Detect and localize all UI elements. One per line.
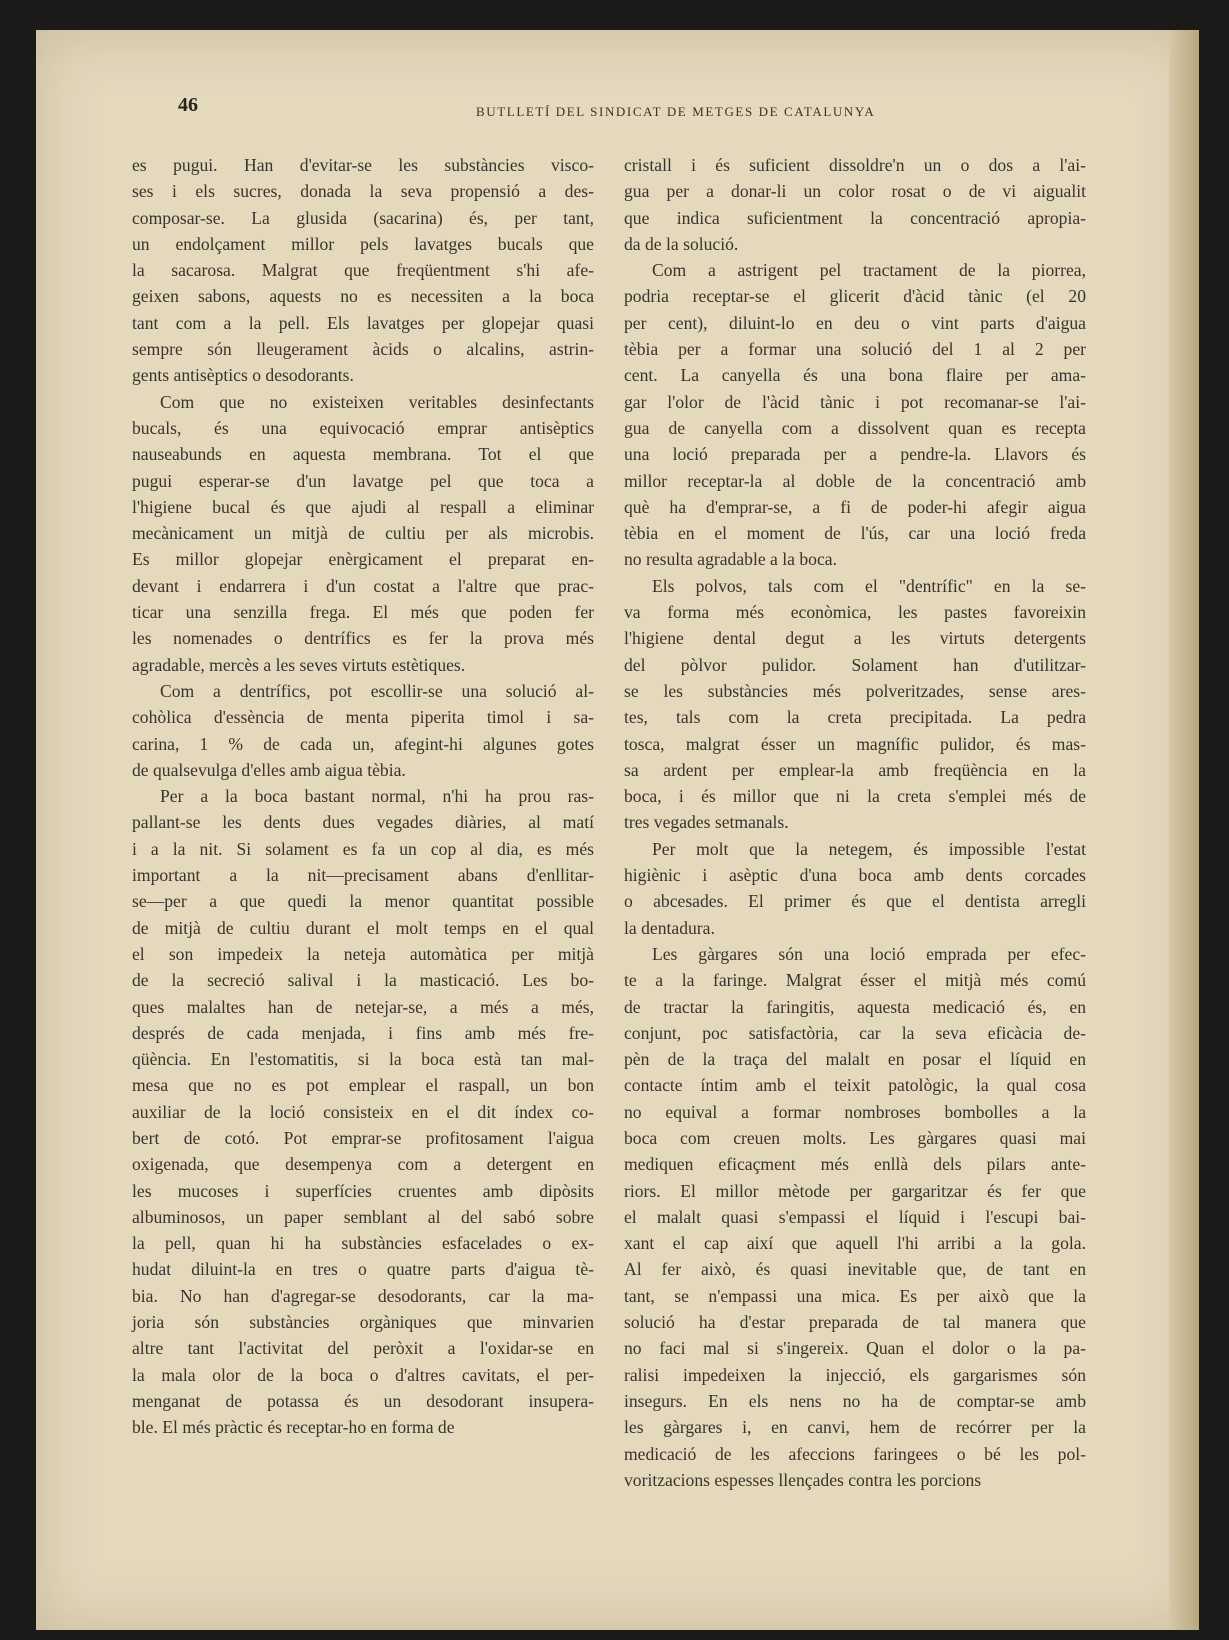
text-line: de qualsevulga d'elles amb aigua tèbia. [132, 759, 406, 780]
text-line: el malalt quasi s'empassi el líquid i l'escupi bai- [624, 1206, 1086, 1227]
text-line: pugui esperar-se d'un lavatge pel que toca a [132, 470, 594, 491]
text-line: boca com creuen molts. Les gàrgares quasi mai [624, 1127, 1086, 1148]
text-line: xant el cap així que aquell l'hi arribi a la gola. [624, 1233, 1086, 1254]
text-line: l'higiene bucal és que ajudi al respall a eliminar [132, 496, 594, 517]
text-line: la dentadura. [624, 917, 715, 938]
text-line: te a la faringe. Malgrat ésser el mitjà més comú [624, 970, 1086, 991]
right-column [624, 152, 1086, 1493]
text-line: del pòlvor pulidor. Solament han d'utilitzar- [624, 654, 1086, 675]
text-line: sa ardent per emplear-la amb freqüència en la [624, 759, 1086, 780]
text-line: la sacarosa. Malgrat que freqüentment s'hi afe- [132, 260, 594, 281]
text-line: Per a la boca bastant normal, n'hi ha prou ras- [160, 786, 594, 807]
text-line: cristall i és suficient dissoldre'n un o dos a l'ai- [624, 155, 1086, 175]
text-line: les mucoses i superfícies cruentes amb dipòsits [132, 1180, 594, 1201]
text-line: Com a dentrífics, pot escollir-se una solució al- [160, 680, 594, 701]
text-line: contacte íntim amb el teixit patològic, la qual cosa [624, 1075, 1086, 1096]
text-line: podria receptar-se el glicerit d'àcid tànic (el 20 [624, 286, 1086, 307]
text-line: el son impedeix la neteja automàtica per mitjà [132, 943, 594, 964]
text-line: Per molt que la netegem, és impossible l'estat [652, 838, 1086, 859]
text-line: pallant-se les dents dues vegades diàries, al matí [132, 812, 594, 833]
text-line: bucals, és una equivocació emprar antisèptics [132, 417, 594, 438]
page-edge [1169, 30, 1199, 1630]
text-line: auxiliar de la loció consisteix en el dit índex co- [132, 1101, 594, 1122]
text-line: tant, se n'empassi una mica. Es per això que la [624, 1285, 1086, 1306]
text-line: Com a astrigent pel tractament de la piorrea, [652, 260, 1086, 281]
running-header: BUTLLETÍ DEL SINDICAT DE METGES DE CATALUNYA [476, 104, 876, 119]
text-line: nauseabunds en aquesta membrana. Tot el que [132, 444, 594, 465]
text-line: gents antisèptics o desodorants. [132, 365, 354, 386]
text-line: no faci mal si s'ingereix. Quan el dolor o la pa- [624, 1338, 1086, 1359]
text-line: de mitjà de cultiu durant el molt temps en el qual [132, 917, 594, 938]
text-line: ralisi impedeixen la injecció, els gargarismes són [624, 1364, 1086, 1385]
text-line: tèbia per a formar una solució del 1 al 2 per [624, 339, 1086, 360]
text-line: per cent), diluint-lo en deu o vint parts d'aigua [624, 312, 1086, 333]
left-column [132, 152, 594, 1441]
text-line: gar l'olor de l'àcid tànic i pot recomanar-se l'ai- [624, 391, 1086, 412]
text-line: riors. El millor mètode per gargaritzar és fer que [624, 1180, 1086, 1201]
text-line: joria són substàncies orgàniques que minvarien [132, 1312, 594, 1333]
text-line: hudat diluint-la en tres o quatre parts d'aigua tè- [132, 1259, 594, 1280]
text-line: no resulta agradable a la boca. [624, 549, 837, 570]
page-number: 46 [178, 94, 198, 116]
text-line: higiènic i asèptic d'una boca amb dents corcades [624, 865, 1086, 886]
text-line: ticar una senzilla frega. El més que poden fer [132, 602, 594, 623]
text-line: gua per a donar-li un color rosat o de vi aigualit [624, 181, 1086, 202]
text-line: bert de cotó. Pot emprar-se profitosament l'aigua [132, 1127, 594, 1148]
text-line: una loció preparada per a pendre-la. Llavors és [624, 444, 1086, 465]
text-line: Com que no existeixen veritables desinfectants [160, 391, 594, 412]
text-line: les nomenades o dentrífics es fer la prova més [132, 628, 594, 649]
text-line: Al fer això, és quasi inevitable que, de tant en [624, 1259, 1086, 1280]
text-line: la pell, quan hi ha substàncies esfacelades o ex- [132, 1233, 594, 1254]
text-line: da de la solució. [624, 233, 739, 254]
text-line: i a la nit. Si solament es fa un cop al dia, es més [132, 838, 594, 859]
text-line: albuminosos, un paper semblant al del sabó sobre [132, 1206, 594, 1227]
text-line: tres vegades setmanals. [624, 812, 789, 833]
text-line: pèn de la traça del malalt en posar el líquid en [624, 1049, 1086, 1070]
text-line: oxigenada, que desempenya com a detergent en [132, 1154, 594, 1175]
text-line: bia. No han d'agregar-se desodorants, car la ma- [132, 1285, 594, 1306]
text-line: boca, i és millor que ni la creta s'emplei més de [624, 786, 1086, 807]
text-line: carina, 1 % de cada un, afegint-hi algunes gotes [132, 733, 594, 754]
text-line: voritzacions espesses llençades contra les porcions [624, 1469, 982, 1490]
text-line: o abcesades. El primer és que el dentista arregli [624, 891, 1086, 912]
text-line: què ha d'emprar-se, a fi de poder-hi afegir aigua [624, 496, 1086, 517]
text-line: insegurs. En els nens no ha de comptar-se amb [624, 1390, 1086, 1411]
text-line: mesa que no es pot emplear el raspall, un bon [132, 1075, 594, 1096]
text-line: un endolçament millor pels lavatges bucals que [132, 233, 594, 254]
text-line: tosca, malgrat ésser un magnífic pulidor, és mas- [624, 733, 1086, 754]
text-line: ses i els sucres, donada la seva propensió a des- [132, 181, 594, 202]
text-line: qüència. En l'estomatitis, si la boca està tan mal- [132, 1049, 594, 1070]
text-line: menganat de potassa és un desodorant insupera- [132, 1390, 594, 1411]
text-line: se les substàncies més polveritzades, sense ares- [624, 680, 1086, 701]
text-line: les gàrgares i, en canvi, hem de recórrer per la [624, 1417, 1086, 1438]
text-line: de tractar la faringitis, aquesta medicació és, en [624, 996, 1086, 1017]
text-line: tèbia en el moment de l'ús, car una loció freda [624, 523, 1086, 544]
text-line: després de cada menjada, i fins amb més fre- [132, 1022, 594, 1043]
text-line: de la secreció salival i la masticació. Les bo- [132, 970, 594, 991]
text-line: altre tant l'activitat del peròxit a l'oxidar-se en [132, 1338, 594, 1359]
text-line: conjunt, poc satisfactòria, car la seva eficàcia de- [624, 1022, 1086, 1043]
text-line: ble. El més pràctic és receptar-ho en forma de [132, 1417, 455, 1438]
text-line: ques malaltes han de netejar-se, a més a més, [132, 996, 594, 1017]
text-line: que indica suficientment la concentració apropia- [624, 207, 1086, 228]
text-line: tes, tals com la creta precipitada. La pedra [624, 707, 1086, 728]
text-line: cohòlica d'essència de menta piperita timol i sa- [132, 707, 594, 728]
text-line: Els polvos, tals com el "dentrífic" en la se- [652, 575, 1086, 596]
text-line: mediquen eficaçment més enllà dels pilars ante- [624, 1154, 1086, 1175]
text-line: medicació de les afeccions faringees o bé les pol- [624, 1443, 1086, 1464]
text-line: gua de canyella com a dissolvent quan es recepta [624, 417, 1086, 438]
text-line: la mala olor de la boca o d'altres cavitats, el per- [132, 1364, 594, 1385]
text-line: composar-se. La glusida (sacarina) és, per tant, [132, 207, 594, 228]
text-line: important a la nit—precisament abans d'enllitar- [132, 865, 594, 886]
text-line: se—per a que quedi la menor quantitat possible [132, 891, 594, 912]
text-line: millor receptar-la al doble de la concentració amb [624, 470, 1086, 491]
text-line: Es millor glopejar enèrgicament el preparat en- [132, 549, 594, 570]
text-line: va forma més econòmica, les pastes favoreixin [624, 602, 1086, 623]
text-line: sempre són lleugerament àcids o alcalins, astrin- [132, 339, 594, 360]
text-line: Les gàrgares són una loció emprada per efec- [652, 943, 1086, 964]
text-line: mecànicament un mitjà de cultiu per als microbis. [132, 523, 594, 544]
text-line: solució ha d'estar preparada de tal manera que [624, 1312, 1086, 1333]
text-line: tant com a la pell. Els lavatges per glopejar quasi [132, 312, 594, 333]
text-line: es pugui. Han d'evitar-se les substàncies visco- [132, 155, 594, 175]
text-line: agradable, mercès a les seves virtuts estètiques. [132, 654, 466, 675]
text-line: cent. La canyella és una bona flaire per ama- [624, 365, 1086, 386]
text-line: geixen sabons, aquests no es necessiten a la boca [132, 286, 594, 307]
text-line: l'higiene dental degut a les virtuts detergents [624, 628, 1086, 649]
text-line: devant i endarrera i d'un costat a l'altre que prac- [132, 575, 594, 596]
text-line: no equival a formar nombroses bombolles a la [624, 1101, 1086, 1122]
